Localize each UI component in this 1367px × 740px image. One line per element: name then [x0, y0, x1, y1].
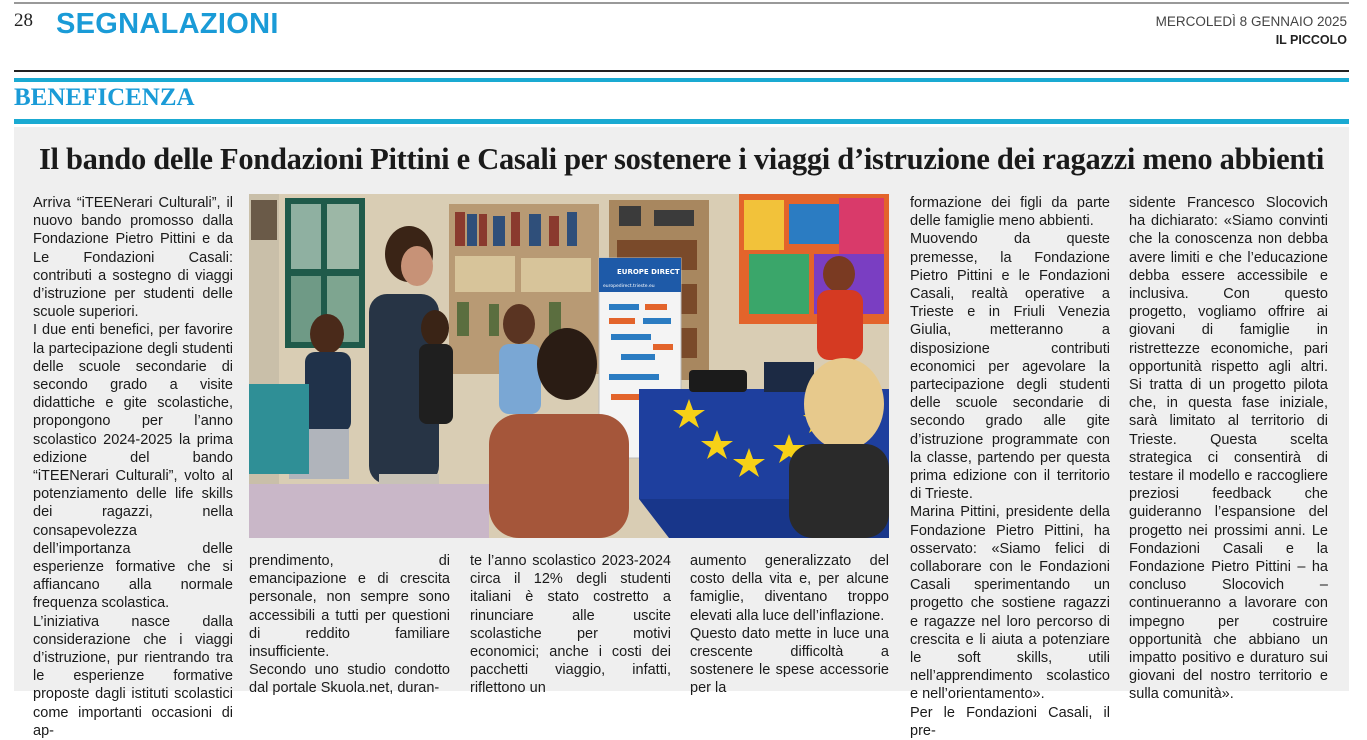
newspaper-name: IL PICCOLO: [1275, 33, 1347, 47]
banner-brand: EUROPE DIRECT: [617, 268, 680, 276]
category-rule-bottom: [14, 119, 1349, 124]
article-column-3: [470, 552, 671, 697]
article-column-2: [249, 552, 450, 697]
category-label: BENEFICENZA: [14, 84, 195, 111]
column-text: sidente Francesco Slocovich ha dichiarato: «Siamo convinti che la conoscenza non debba avere limiti e che l’educazione debba essere accessibile e inclusiva. Con questo progetto, vogliamo offrire ai giovani di famiglie in ristrettezze economiche, pari opportunità rispetto agli altri. Si tratta di un progetto pilota che, in questa fase iniziale, sarà limitato al territorio di Trieste. Questa scelta strategica ci consentirà di testare il modello e raccogliere preziosi feedback che guideranno l’espansione del progetto nei prossimi anni. Le Fondazioni Casali e la Fondazione Pietro Pittini – ha concluso Slocovich – continueranno a lavorare con impegno per costruire opportunità che abbiano un impatto positivo e duraturo sui giovani del nostro territorio e sulla comunità».: [1129, 195, 1328, 703]
column-text: prendimento, di emancipazione e di crescita personale, non sempre sono accessibili a tutti per questioni di reddito familiare insufficiente. Secondo uno studio condotto dal portale Skuola.net, duran-: [249, 553, 450, 697]
banner-url: europedirect.trieste.eu: [603, 284, 655, 289]
column-text: te l’anno scolastico 2023-2024 circa il 12% degli studenti italiani è stato costretto a rinunciare alle uscite scolastiche per motivi economici; anche i costi dei pacchetti viaggio, infatti, riflettono un: [470, 553, 671, 697]
article-column-5: [910, 194, 1110, 739]
classroom-photo: [249, 194, 889, 538]
header-rule: [14, 70, 1349, 72]
article-column-1: [33, 194, 233, 739]
column-text: formazione dei figli da parte delle famiglie meno abbienti. Muovendo da queste premesse, la Fondazione Pietro Pittini e le Fondazioni Casali, realtà operative a Trieste e in Friuli Venezia Giulia, metteranno a disposizione contributi economici per agevolare la partecipazione degli studenti delle scuole secondarie di secondo grado alle gite d’istruzione programmate con la classe, partendo per questa prima edizione con il territorio di Trieste. Marina Pittini, presidente della Fondazione Pietro Pittini, ha osservato: «Siamo felici di collaborare con le Fondazioni Casali sperimentando un progetto che sostiene ragazzi e ragazze nel loro percorso di crescita e li aiuta a potenziare le soft skills, utili nell’apprendimento scolastico e nell’orientamento». Per le Fondazioni Casali, il pre-: [910, 195, 1110, 739]
category-rule-top: [14, 78, 1349, 82]
section-title: SEGNALAZIONI: [56, 8, 279, 40]
article-photo: [249, 194, 889, 538]
article-column-4: [690, 552, 889, 697]
article-headline: Il bando delle Fondazioni Pittini e Casali per sostenere i viaggi d’istruzione dei ragazzi meno abbienti: [38, 142, 1325, 176]
top-rule: [14, 2, 1349, 4]
article-column-6: [1129, 194, 1328, 703]
column-text: aumento generalizzato del costo della vita e, per alcune famiglie, diventano troppo elevati alla luce dell’inflazione. Questo dato mette in luce una crescente difficoltà a sostenere le spese accessorie per la: [690, 553, 889, 697]
page-number: 28: [14, 10, 33, 31]
issue-date: MERCOLEDÌ 8 GENNAIO 2025: [1155, 14, 1347, 29]
column-text: Arriva “iTEENerari Culturali”, il nuovo bando promosso dalla Fondazione Pietro Pittini e da Le Fondazioni Casali: contributi a sostegno di viaggi d’istruzione per studenti delle scuole superiori. I due enti benefici, per favorire la partecipazione degli studenti delle scuole secondarie di secondo grado a visite didattiche e gite scolastiche, propongono per l’anno scolastico 2024-2025 la prima edizione del bando “iTEENerari Culturali”, volto al potenziamento delle life skills dei ragazzi, nella consapevolezza dell’importanza delle esperienze formative che si affiancano alla normale frequenza scolastica. L’iniziativa nasce dalla considerazione che i viaggi d’istruzione, pur rientrando tra le esperienze formative proposte dagli istituti scolastici come importanti occasioni di ap-: [33, 195, 233, 739]
